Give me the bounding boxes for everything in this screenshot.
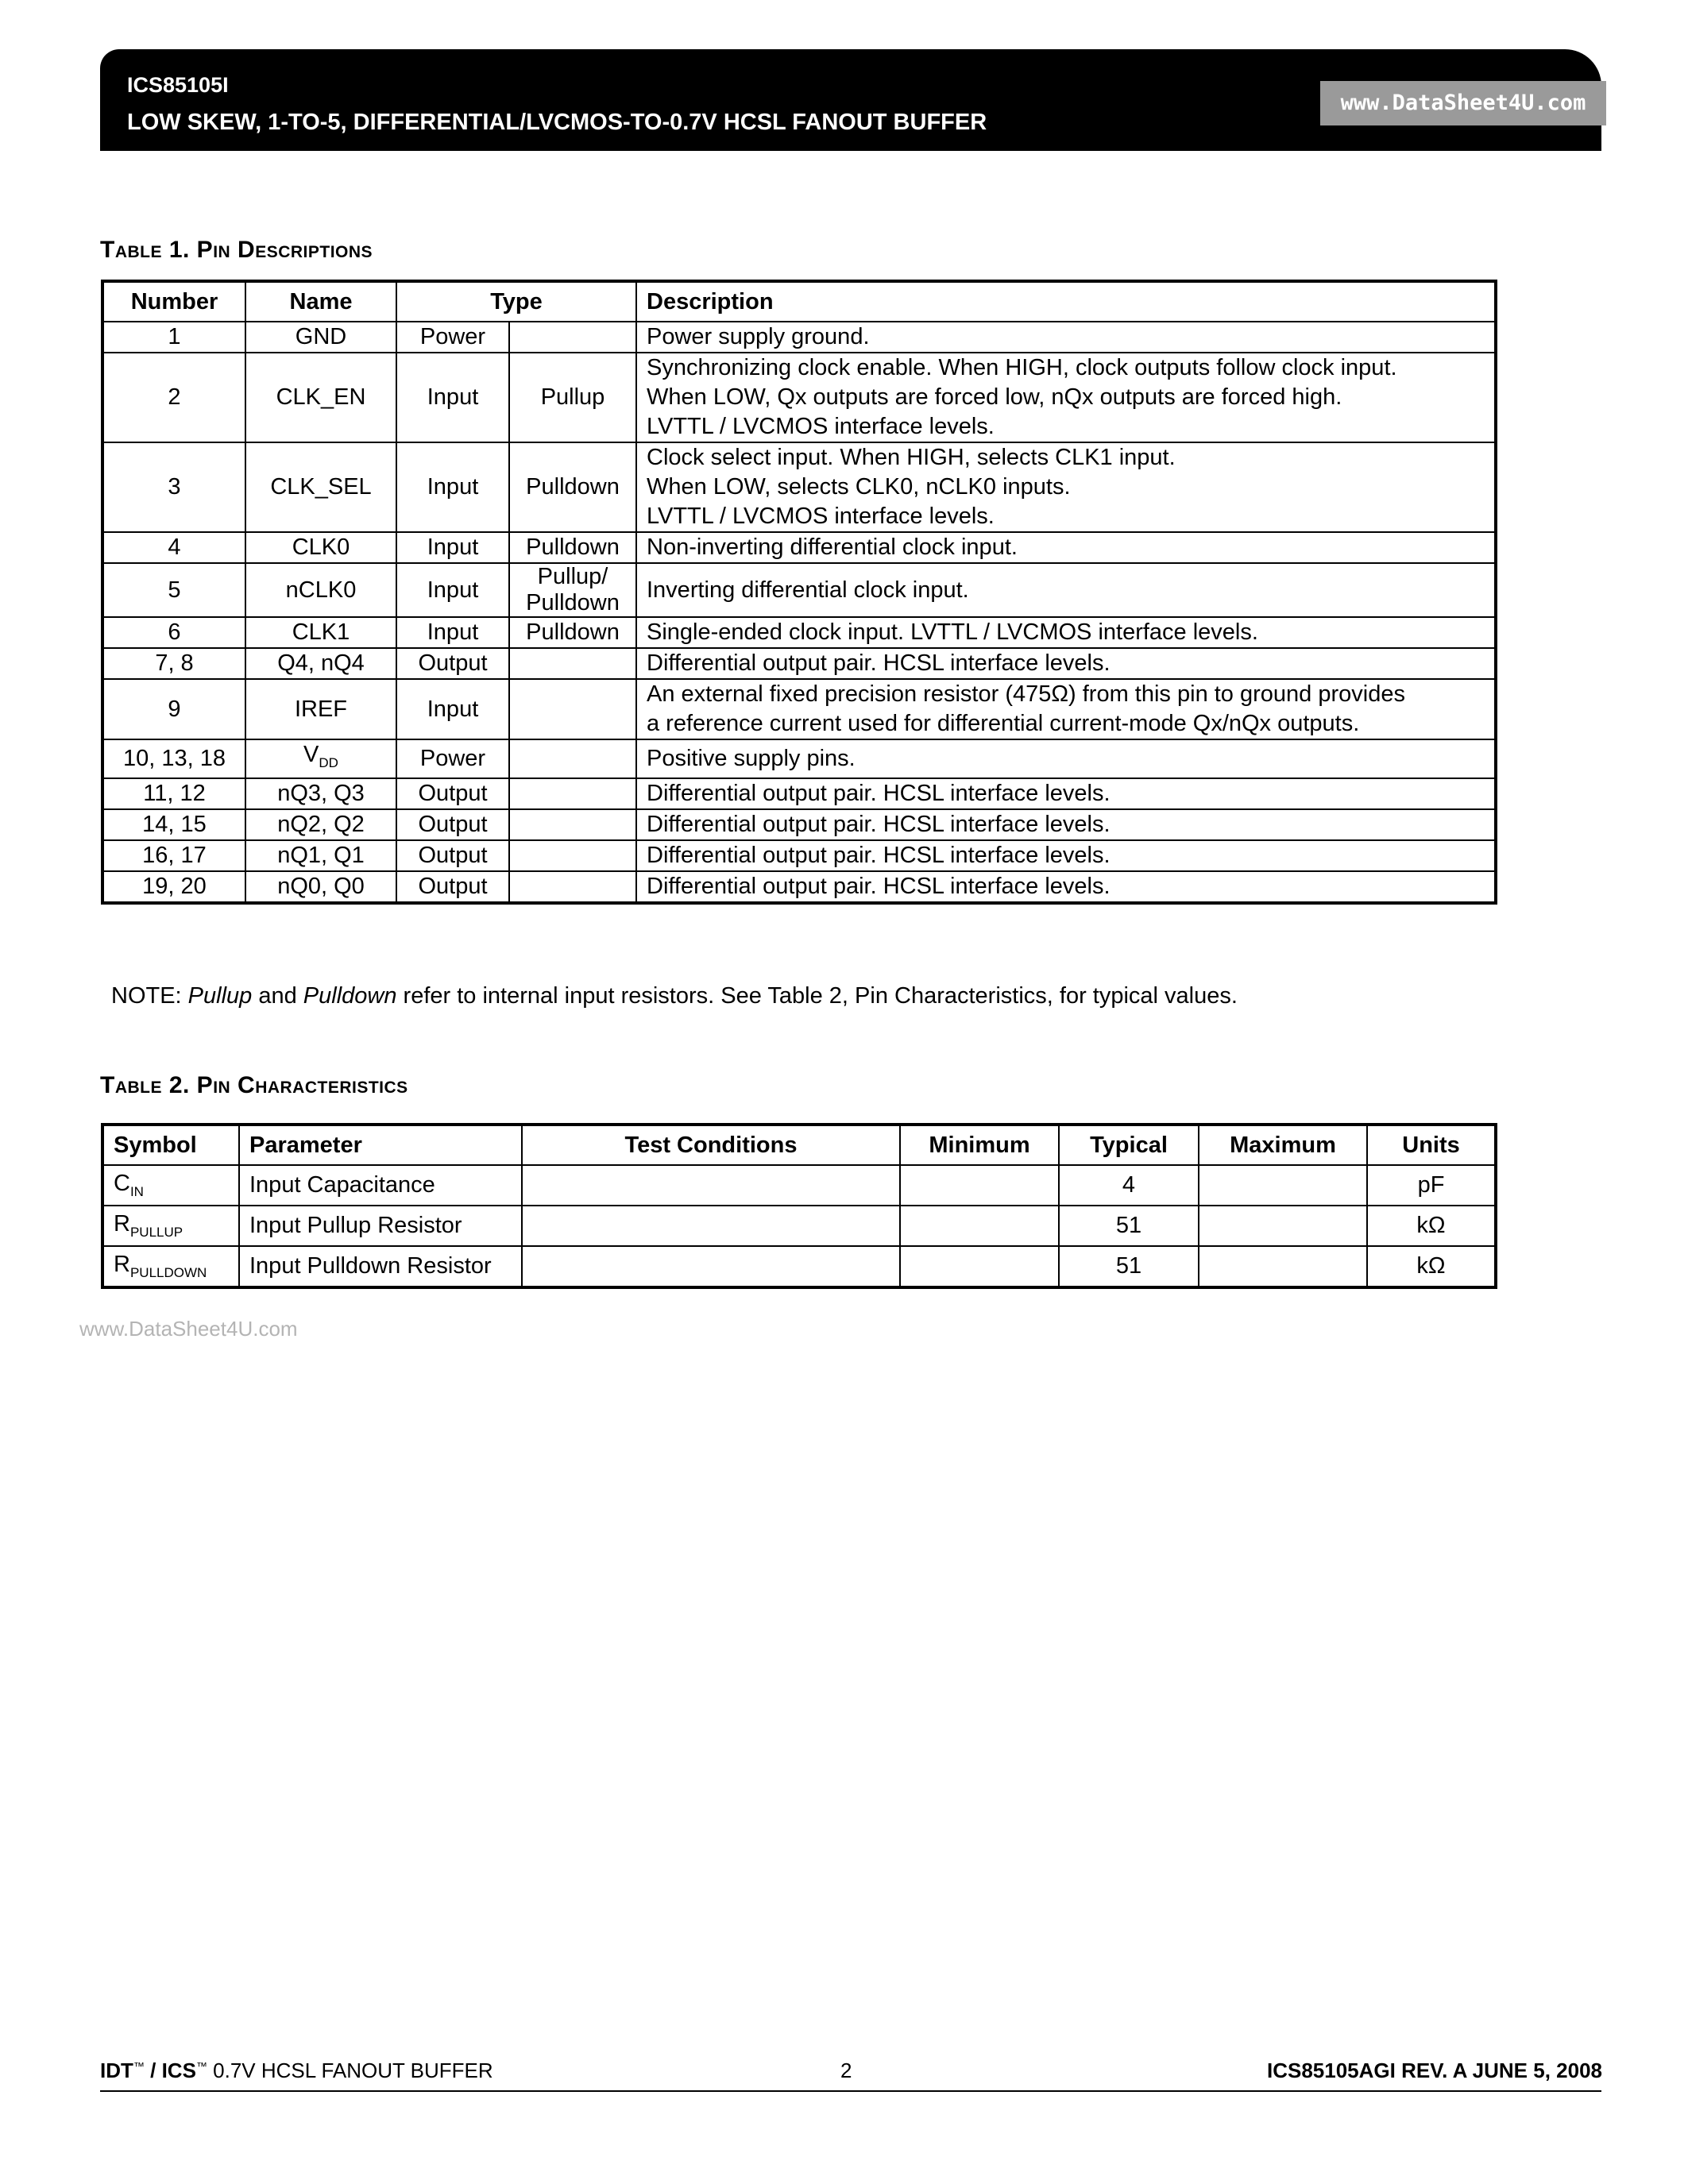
test-conditions-cell <box>522 1206 900 1246</box>
page-number: 2 <box>840 2059 852 2082</box>
description-line: Non-inverting differential clock input. <box>647 534 1018 560</box>
col-header-typical: Typical <box>1059 1125 1199 1165</box>
pin-number: 14, 15 <box>102 809 245 840</box>
minimum-cell <box>900 1246 1059 1287</box>
maximum-cell <box>1199 1165 1367 1206</box>
document-title: LOW SKEW, 1-TO-5, DIFFERENTIAL/LVCMOS-TO-0.7V HCSL FANOUT BUFFER <box>127 110 987 135</box>
pin-name: CLK0 <box>245 532 396 563</box>
pin-type: Output <box>396 871 509 903</box>
pin-name: nQ2, Q2 <box>245 809 396 840</box>
col-header-description: Description <box>636 281 1496 322</box>
description-line: Differential output pair. HCSL interface levels. <box>647 811 1111 837</box>
table-row <box>102 871 1496 903</box>
pin-number: 7, 8 <box>102 648 245 679</box>
table-row <box>102 1165 1496 1206</box>
table-row <box>102 617 1496 648</box>
maximum-cell <box>1199 1246 1367 1287</box>
pin-description <box>636 322 1496 353</box>
pin-type: Input <box>396 563 509 617</box>
col-header-minimum: Minimum <box>900 1125 1059 1165</box>
footer-left: IDT™ / ICS™ 0.7V HCSL FANOUT BUFFER <box>100 2059 493 2082</box>
pin-description <box>636 532 1496 563</box>
pin-resistor <box>509 679 636 739</box>
col-header-symbol: Symbol <box>102 1125 239 1165</box>
pin-number: 2 <box>102 353 245 442</box>
table1-note: NOTE: Pullup and Pulldown refer to internal input resistors. See Table 2, Pin Characteristics, for typical values. <box>111 983 1238 1009</box>
test-conditions-cell <box>522 1165 900 1206</box>
minimum-cell <box>900 1206 1059 1246</box>
pin-resistor: Pulldown <box>509 617 636 648</box>
description-line: LVTTL / LVCMOS interface levels. <box>647 504 995 529</box>
pin-number: 4 <box>102 532 245 563</box>
table-row <box>102 778 1496 809</box>
description-line: Power supply ground. <box>647 324 870 349</box>
col-header-type: Type <box>396 281 636 322</box>
units-cell: kΩ <box>1367 1206 1496 1246</box>
description-line: Differential output pair. HCSL interface levels. <box>647 650 1111 676</box>
table-row <box>102 353 1496 442</box>
col-header-maximum: Maximum <box>1199 1125 1367 1165</box>
description-line: Single-ended clock input. LVTTL / LVCMOS interface levels. <box>647 619 1258 645</box>
pin-number: 5 <box>102 563 245 617</box>
pin-name: $V_{DD}$ <box>245 739 396 778</box>
pin-resistor <box>509 322 636 353</box>
pin-resistor <box>509 840 636 871</box>
col-header-parameter: Parameter <box>239 1125 522 1165</box>
pin-name: IREF <box>245 679 396 739</box>
pin-resistor <box>509 809 636 840</box>
parameter-cell: Input Pulldown Resistor <box>239 1246 522 1287</box>
footer-divider <box>100 2090 1601 2092</box>
pin-resistor: Pullup/ Pulldown <box>509 563 636 617</box>
pin-name: CLK_SEL <box>245 442 396 532</box>
table-row <box>102 648 1496 679</box>
watermark-badge[interactable]: www.DataSheet4U.com <box>1320 81 1606 125</box>
typical-cell: 4 <box>1059 1165 1199 1206</box>
maximum-cell <box>1199 1206 1367 1246</box>
pin-description <box>636 871 1496 903</box>
pin-description <box>636 739 1496 778</box>
col-header-test-conditions: Test Conditions <box>522 1125 900 1165</box>
pin-type: Output <box>396 809 509 840</box>
pin-description <box>636 442 1496 532</box>
pin-name: CLK1 <box>245 617 396 648</box>
pin-description <box>636 648 1496 679</box>
table-row <box>102 322 1496 353</box>
table-row <box>102 809 1496 840</box>
typical-cell: 51 <box>1059 1246 1199 1287</box>
description-line: Clock select input. When HIGH, selects CLK1 input. <box>647 445 1176 470</box>
pin-resistor: Pulldown <box>509 442 636 532</box>
pin-type: Power <box>396 739 509 778</box>
col-header-name: Name <box>245 281 396 322</box>
description-line: Positive supply pins. <box>647 745 856 771</box>
pin-number: 19, 20 <box>102 871 245 903</box>
symbol-cell: $R_{PULLUP}$ <box>102 1206 239 1246</box>
table-row <box>102 532 1496 563</box>
table2-caption: Table 2. Pin Characteristics <box>100 1072 408 1098</box>
pin-type: Input <box>396 532 509 563</box>
pin-type: Output <box>396 778 509 809</box>
pin-type: Input <box>396 679 509 739</box>
pin-name: nQ1, Q1 <box>245 840 396 871</box>
pin-number: 6 <box>102 617 245 648</box>
pin-description <box>636 809 1496 840</box>
pin-description <box>636 778 1496 809</box>
pin-resistor <box>509 778 636 809</box>
pin-name: Q4, nQ4 <box>245 648 396 679</box>
part-number: ICS85105I <box>127 73 229 97</box>
pin-name: GND <box>245 322 396 353</box>
col-header-units: Units <box>1367 1125 1496 1165</box>
symbol-cell: $R_{PULLDOWN}$ <box>102 1246 239 1287</box>
pin-number: 10, 13, 18 <box>102 739 245 778</box>
description-line: Synchronizing clock enable. When HIGH, clock outputs follow clock input. <box>647 355 1397 380</box>
footer-right: ICS85105AGI REV. A JUNE 5, 2008 <box>1266 2059 1602 2082</box>
pin-descriptions-table <box>101 280 1497 905</box>
pin-description <box>636 617 1496 648</box>
pin-description <box>636 563 1496 617</box>
units-cell: kΩ <box>1367 1246 1496 1287</box>
pin-number: 11, 12 <box>102 778 245 809</box>
symbol-cell: $C_{IN}$ <box>102 1165 239 1206</box>
pin-number: 9 <box>102 679 245 739</box>
description-line: a reference current used for differential current-mode Qx/nQx outputs. <box>647 711 1360 736</box>
pin-description <box>636 679 1496 739</box>
pin-description <box>636 840 1496 871</box>
minimum-cell <box>900 1165 1059 1206</box>
description-line: Inverting differential clock input. <box>647 577 969 603</box>
col-header-number: Number <box>102 281 245 322</box>
test-conditions-cell <box>522 1246 900 1287</box>
parameter-cell: Input Capacitance <box>239 1165 522 1206</box>
description-line: Differential output pair. HCSL interface levels. <box>647 873 1111 899</box>
watermark-text[interactable]: www.DataSheet4U.com <box>79 1317 298 1341</box>
table-row <box>102 679 1496 739</box>
parameter-cell: Input Pullup Resistor <box>239 1206 522 1246</box>
pin-resistor: Pullup <box>509 353 636 442</box>
pin-type: Input <box>396 442 509 532</box>
pin-resistor <box>509 648 636 679</box>
table-row <box>102 563 1496 617</box>
pin-type: Output <box>396 648 509 679</box>
pin-name: nQ3, Q3 <box>245 778 396 809</box>
pin-characteristics-table <box>101 1123 1497 1289</box>
pin-description <box>636 353 1496 442</box>
pin-resistor: Pulldown <box>509 532 636 563</box>
pin-name: nQ0, Q0 <box>245 871 396 903</box>
table-row <box>102 1206 1496 1246</box>
description-line: Differential output pair. HCSL interface levels. <box>647 842 1111 868</box>
description-line: An external fixed precision resistor (475Ω) from this pin to ground provides <box>647 681 1405 707</box>
pin-type: Input <box>396 353 509 442</box>
table-row <box>102 739 1496 778</box>
description-line: LVTTL / LVCMOS interface levels. <box>647 414 995 439</box>
pin-name: nCLK0 <box>245 563 396 617</box>
pin-type: Input <box>396 617 509 648</box>
pin-number: 16, 17 <box>102 840 245 871</box>
table-row <box>102 1246 1496 1287</box>
pin-resistor <box>509 739 636 778</box>
description-line: When LOW, selects CLK0, nCLK0 inputs. <box>647 474 1071 500</box>
typical-cell: 51 <box>1059 1206 1199 1246</box>
pin-name: CLK_EN <box>245 353 396 442</box>
table-row <box>102 840 1496 871</box>
pin-number: 1 <box>102 322 245 353</box>
table1-caption: Table 1. Pin Descriptions <box>100 237 373 263</box>
pin-type: Power <box>396 322 509 353</box>
pin-type: Output <box>396 840 509 871</box>
pin-resistor <box>509 871 636 903</box>
description-line: When LOW, Qx outputs are forced low, nQx outputs are forced high. <box>647 384 1342 410</box>
table-row <box>102 442 1496 532</box>
units-cell: pF <box>1367 1165 1496 1206</box>
pin-number: 3 <box>102 442 245 532</box>
description-line: Differential output pair. HCSL interface levels. <box>647 780 1111 806</box>
